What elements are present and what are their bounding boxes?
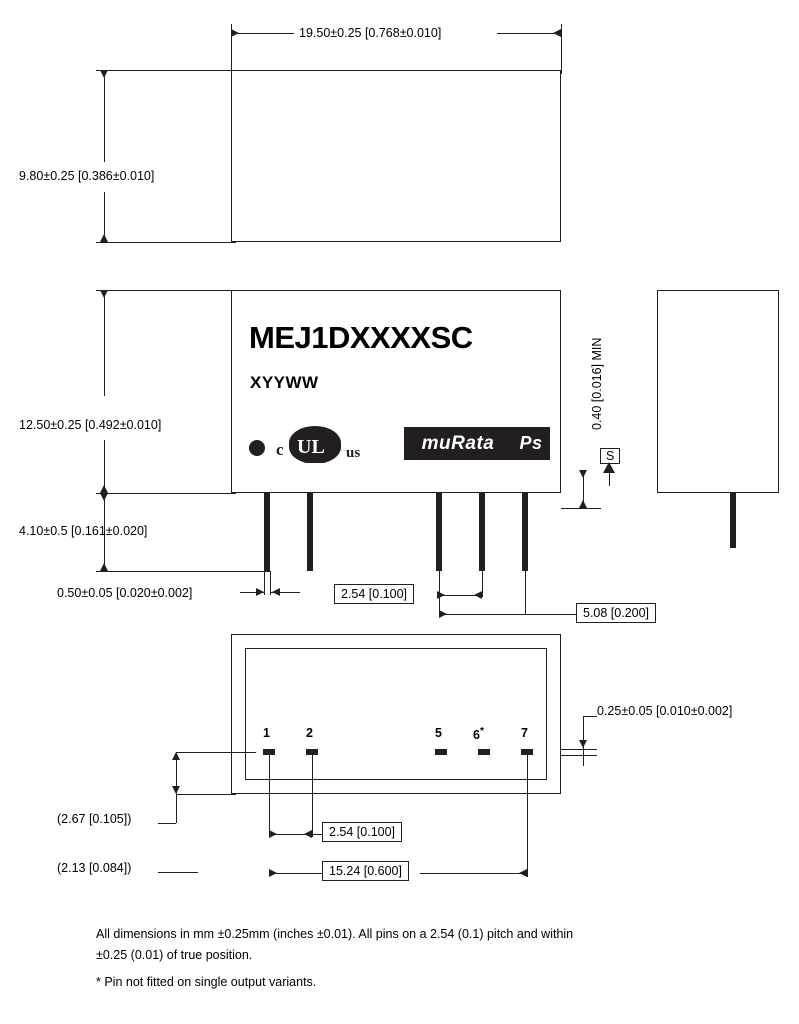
pad-span-ext-right	[527, 755, 528, 877]
pad-number-2	[306, 726, 313, 740]
pad-pitch-ext-2	[312, 755, 313, 837]
front-pitch-arrow-right	[474, 591, 482, 599]
pad-thickness-ext-bottom	[561, 755, 597, 756]
pad-num-text-5: 5	[435, 726, 442, 740]
pad-pitch-ext-1	[269, 755, 270, 837]
front-span-ext-right	[525, 571, 526, 615]
pin-length-arrow-bottom	[100, 563, 108, 571]
front-pin-5	[436, 493, 442, 571]
pad-row-offset-label: (2.13 [0.084])	[57, 861, 132, 875]
pad-span-arrow-left	[269, 869, 277, 877]
pin-length-arrow-top	[100, 493, 108, 501]
bottom-pad-5	[435, 749, 447, 755]
bottom-view-inner	[245, 648, 547, 780]
pad-number-7	[521, 726, 528, 740]
pad-pitch-arrow-left	[269, 830, 277, 838]
part-number-marking: MEJ1DXXXXSC	[249, 320, 473, 355]
pad-span-arrow-right	[519, 869, 527, 877]
front-pin-1	[264, 493, 270, 571]
pad-thickness-label: 0.25±0.05 [0.010±0.002]	[597, 704, 733, 718]
pad-num-text-2: 2	[306, 726, 313, 740]
svg-text:UL: UL	[297, 436, 325, 458]
front-span-label: 5.08 [0.200]	[576, 603, 656, 623]
ul-recognition-icon	[276, 425, 378, 463]
notes-line-1: All dimensions in mm ±0.25mm (inches ±0.01). All pins on a 2.54 (0.1) pitch and within	[96, 927, 574, 941]
body-height-arrow-top	[100, 290, 108, 298]
svg-text:c: c	[276, 440, 284, 459]
front-span-ext-left	[439, 595, 440, 615]
pad-edge-offset-ext-top	[176, 752, 256, 753]
murata-logo: muRata	[404, 427, 512, 460]
standoff-arrow-bottom	[579, 500, 587, 508]
notes-line-2: ±0.25 (0.01) of true position.	[96, 948, 253, 962]
polarity-dot	[249, 440, 265, 456]
pad-span-label: 15.24 [0.600]	[322, 861, 409, 881]
pin-width-ext-left	[264, 571, 265, 595]
pad-num-asterisk-6: *	[479, 726, 485, 737]
front-pin-7	[522, 493, 528, 571]
top-height-dim-line-upper	[104, 70, 105, 162]
pin-length-ext-bottom	[96, 571, 271, 572]
body-height-arrow-bottom	[100, 485, 108, 493]
pad-num-text-6: 6	[473, 728, 480, 743]
pad-num-text-7: 7	[521, 726, 528, 740]
svg-text:us: us	[346, 445, 361, 461]
pad-number-6	[473, 726, 484, 742]
pad-row-offset-leader	[158, 872, 198, 873]
front-pin-6	[479, 493, 485, 571]
side-view-body	[657, 290, 779, 493]
front-pitch-line-left	[439, 595, 479, 596]
pad-num-text-1: 1	[263, 726, 270, 740]
standoff-arrow-top	[579, 470, 587, 478]
body-height-label: 12.50±0.25 [0.492±0.010]	[19, 418, 162, 432]
body-height-dim-upper	[104, 290, 105, 396]
pad-pitch-arrow-right	[304, 830, 312, 838]
top-height-label: 9.80±0.25 [0.386±0.010]	[19, 169, 155, 183]
s-label-box: S	[600, 448, 620, 464]
pad-number-1	[263, 726, 270, 740]
top-width-arrow-left	[231, 29, 239, 37]
pin-width-arrow-right	[272, 588, 280, 596]
standoff-label: 0.40 [0.016] MIN	[590, 337, 604, 430]
pad-edge-offset-ext-bottom	[176, 794, 236, 795]
front-pitch-label: 2.54 [0.100]	[334, 584, 414, 604]
side-view-pin	[730, 493, 736, 548]
front-span-line	[439, 614, 576, 615]
top-width-ext-right	[561, 24, 562, 74]
top-height-ext-top	[96, 70, 236, 71]
pad-thickness-leader	[583, 716, 597, 717]
top-height-arrow-bottom	[100, 234, 108, 242]
body-height-ext-top	[96, 290, 236, 291]
pad-thickness-arrow	[579, 740, 587, 748]
top-width-arrow-right	[553, 29, 561, 37]
pad-pitch-label: 2.54 [0.100]	[322, 822, 402, 842]
murata-logo-suffix: Ps	[512, 427, 550, 460]
pad-number-5	[435, 726, 442, 740]
notes-line-3: * Pin not fitted on single output variants.	[96, 975, 317, 989]
date-code-marking: XYYWW	[250, 373, 319, 392]
top-view-body	[231, 70, 561, 242]
pin-length-label: 4.10±0.5 [0.161±0.020]	[19, 524, 148, 538]
pad-thickness-ext-top	[561, 749, 597, 750]
pin-width-arrow-left	[256, 588, 264, 596]
front-pitch-ext-2	[482, 571, 483, 597]
front-pitch-ext-1	[439, 571, 440, 597]
standoff-ext-line	[561, 508, 601, 509]
top-width-dim-line-left	[231, 33, 294, 34]
top-height-arrow-top	[100, 70, 108, 78]
top-width-dim-line-right	[497, 33, 561, 34]
front-pin-2	[307, 493, 313, 571]
top-height-ext-bottom	[96, 242, 236, 243]
pad-edge-offset-label: (2.67 [0.105])	[57, 812, 132, 826]
s-marker-triangle	[603, 462, 615, 473]
bottom-pad-6	[478, 749, 490, 755]
pad-edge-offset-leader	[158, 823, 176, 824]
pin-width-label: 0.50±0.05 [0.020±0.002]	[57, 586, 193, 600]
front-span-arrow-left	[439, 610, 447, 618]
top-width-label: 19.50±0.25 [0.768±0.010]	[299, 26, 442, 40]
pad-edge-offset-arrow-top	[172, 752, 180, 760]
body-height-ext-bottom	[96, 493, 236, 494]
pad-span-line-right	[420, 873, 527, 874]
pad-edge-offset-arrow-bottom	[172, 786, 180, 794]
